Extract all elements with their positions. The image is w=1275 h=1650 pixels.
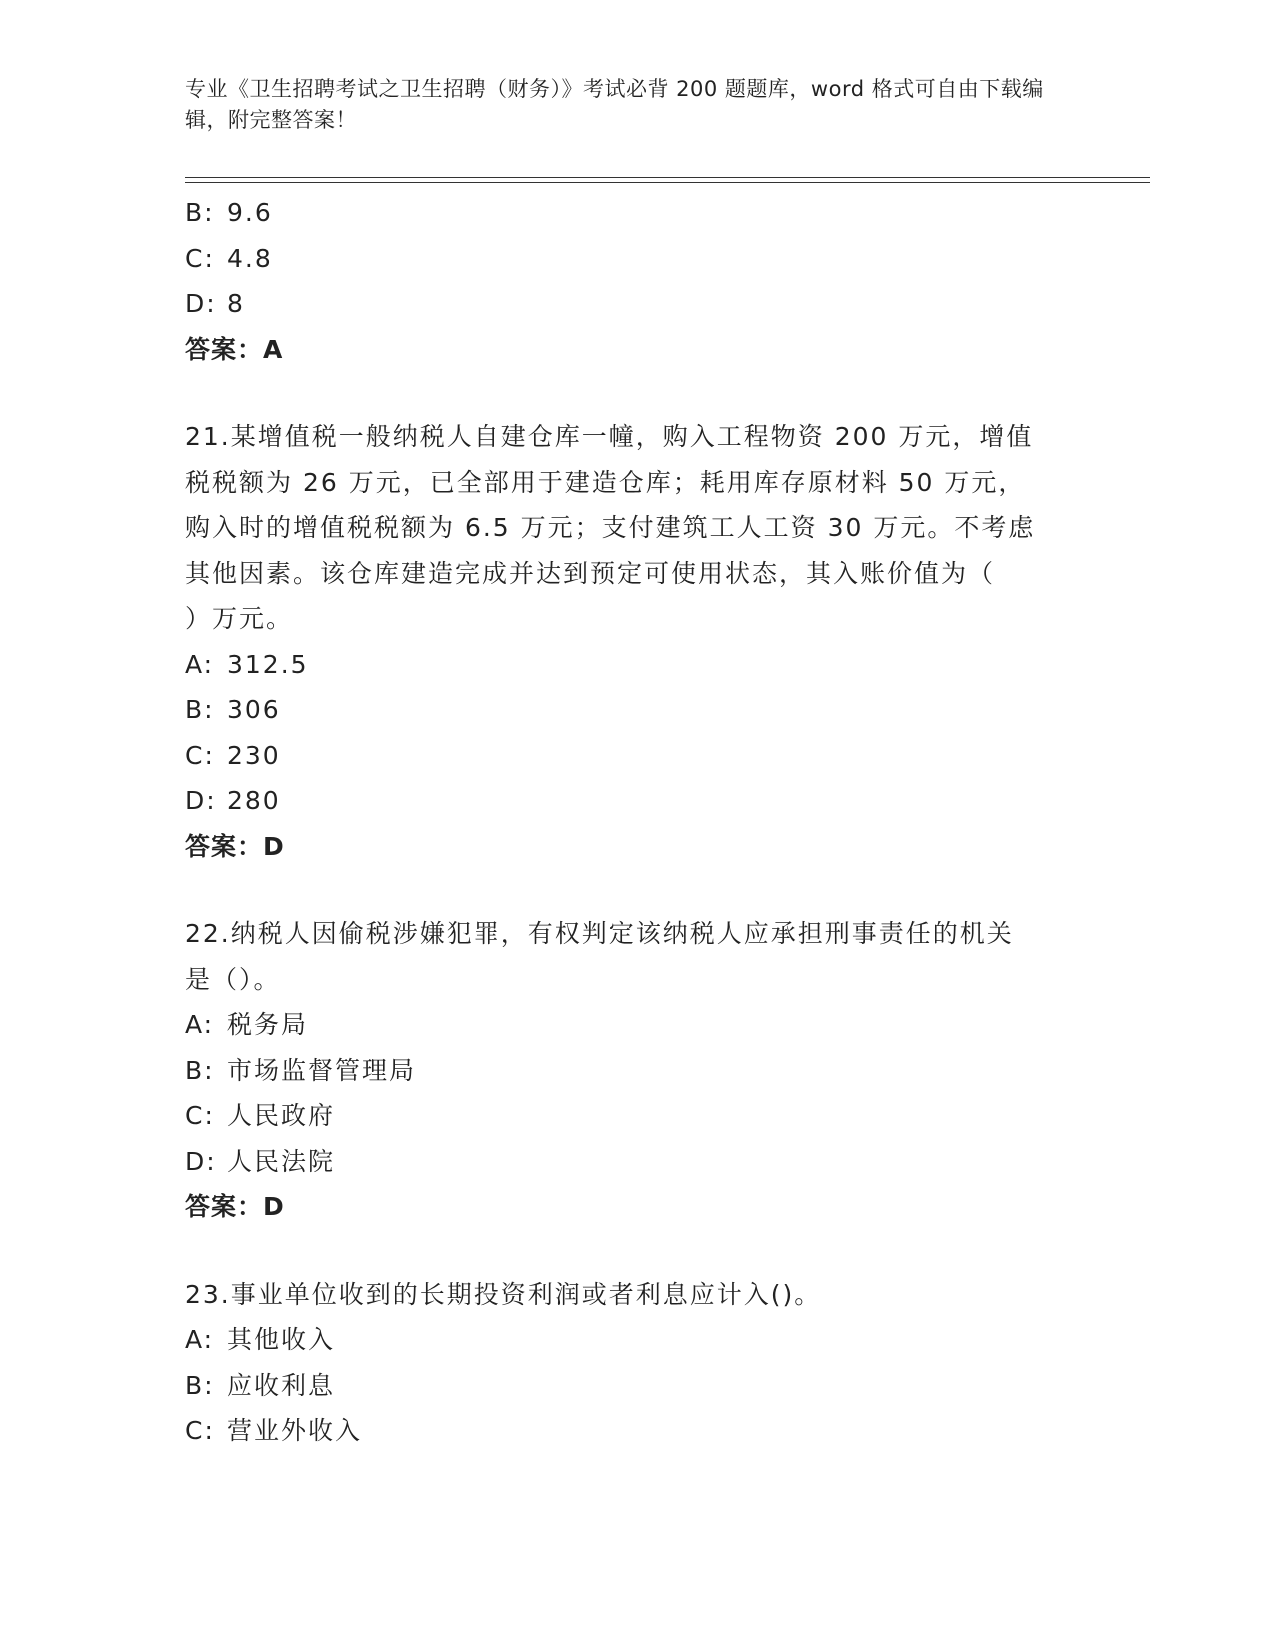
option-label: C: <box>185 243 215 273</box>
option-label: D: <box>185 1146 217 1176</box>
option-text: 人民法院 <box>227 1146 336 1176</box>
question-stem-line: 其他因素。该仓库建造完成并达到预定可使用状态，其入账价值为（ <box>185 558 996 588</box>
answer-line: 答案：A <box>185 334 284 364</box>
question-stem-line: 税税额为 26 万元，已全部用于建造仓库；耗用库存原材料 50 万元， <box>185 467 1026 497</box>
option-text: 9.6 <box>227 198 273 227</box>
option-text: 312.5 <box>227 649 309 679</box>
question-stem-line: ）万元。 <box>185 604 294 633</box>
option-text: 其他收入 <box>227 1325 336 1354</box>
option-line <box>185 236 1085 282</box>
option-line <box>185 1363 1085 1409</box>
option-line <box>185 1002 1085 1048</box>
option-text: 营业外收入 <box>227 1416 363 1445</box>
option-line <box>185 687 1085 733</box>
option-label: B: <box>185 1055 215 1085</box>
option-line <box>185 1093 1085 1139</box>
option-label: A: <box>185 1010 215 1039</box>
option-text: 280 <box>227 786 281 815</box>
option-text: 市场监督管理局 <box>227 1055 417 1085</box>
option-label: A: <box>185 649 215 679</box>
document-body <box>185 190 1085 1454</box>
option-label: D: <box>185 786 217 815</box>
option-label: B: <box>185 198 215 227</box>
option-line <box>185 1408 1085 1454</box>
option-text: 4.8 <box>227 243 273 273</box>
option-line <box>185 1048 1085 1094</box>
spacer <box>185 869 1085 911</box>
header-rule-top <box>185 177 1150 178</box>
option-text: 人民政府 <box>227 1101 336 1130</box>
answer-line: 答案：D <box>185 1192 285 1221</box>
option-line <box>185 1139 1085 1185</box>
option-label: D: <box>185 289 217 318</box>
option-line <box>185 1317 1085 1363</box>
question-22 <box>185 911 1085 1230</box>
option-label: A: <box>185 1325 215 1354</box>
spacer <box>185 1230 1085 1272</box>
spacer <box>185 372 1085 414</box>
option-line <box>185 281 1085 327</box>
question-stem-line: 22.纳税人因偷税涉嫌犯罪，有权判定该纳税人应承担刑事责任的机关 <box>185 919 1014 948</box>
question-stem-line: 23.事业单位收到的长期投资利润或者利息应计入()。 <box>185 1279 822 1309</box>
option-label: C: <box>185 1101 215 1130</box>
option-label: C: <box>185 1416 215 1445</box>
question-stem-line: 21.某增值税一般纳税人自建仓库一幢，购入工程物资 200 万元，增值 <box>185 422 1034 451</box>
option-label: B: <box>185 695 215 724</box>
answer-line: 答案：D <box>185 831 285 861</box>
option-text: 税务局 <box>227 1010 309 1039</box>
option-line <box>185 190 1085 236</box>
header-rule-bottom <box>185 182 1150 183</box>
option-text: 应收利息 <box>227 1370 336 1400</box>
option-line <box>185 733 1085 779</box>
question-21 <box>185 414 1085 869</box>
question-stem-line: 购入时的增值税税额为 6.5 万元；支付建筑工人工资 30 万元。不考虑 <box>185 513 1036 542</box>
option-line <box>185 642 1085 688</box>
document-header: 专业《卫生招聘考试之卫生招聘（财务）》考试必背 200 题题库，word 格式可自由下载编辑，附完整答案！ <box>185 77 1044 132</box>
question-23 <box>185 1272 1085 1454</box>
option-label: B: <box>185 1370 215 1400</box>
option-label: C: <box>185 740 215 770</box>
option-text: 8 <box>227 289 245 318</box>
option-text: 230 <box>227 740 281 770</box>
question-stem-line: 是（）。 <box>185 964 281 994</box>
option-text: 306 <box>227 695 281 724</box>
prev-question <box>185 190 1085 372</box>
option-line <box>185 778 1085 824</box>
